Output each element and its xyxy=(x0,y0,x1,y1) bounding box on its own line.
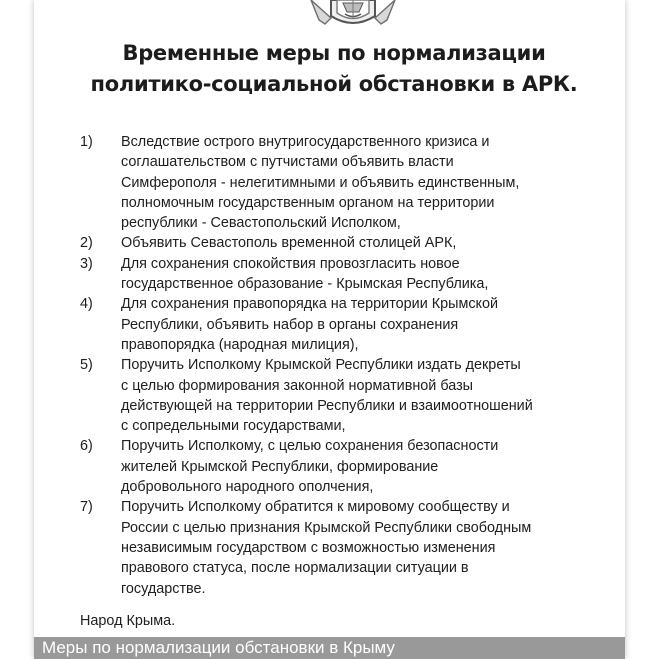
list-item-line: независимым государством с возможностью изменения xyxy=(121,539,496,556)
list-item-line: Поручить Исполкому обратится к мировому сообществу и xyxy=(121,499,510,516)
list-item-4 xyxy=(80,294,580,355)
list-item-line: Объявить Севастополь временной столицей АРК, xyxy=(121,235,457,252)
list-item-line: Республики, объявить набор в органы сохранения xyxy=(121,316,459,333)
list-item-1 xyxy=(80,132,580,233)
list-item-line: добровольного народного ополчения, xyxy=(121,479,374,496)
list-item-2 xyxy=(80,233,580,253)
list-item-line: государственное образование - Крымская Республика, xyxy=(121,276,489,293)
list-item-5 xyxy=(80,355,580,436)
list-item-line: Для сохранения правопорядка на территории Крымской xyxy=(121,296,499,313)
signature: Народ Крыма. xyxy=(80,613,176,629)
list-item-line: государстве. xyxy=(121,580,206,597)
list-item-number: 5) xyxy=(80,357,93,374)
list-item-7 xyxy=(80,497,580,598)
list-item-number: 1) xyxy=(80,134,93,150)
list-item-number: 7) xyxy=(80,499,93,516)
title-line-2: политико-социальной обстановки в АРК. xyxy=(90,72,578,96)
list-item-line: жителей Крымской Республики, формирование xyxy=(121,458,439,475)
list-item-line: соглашательством с путчистами объявить власти xyxy=(121,154,454,171)
list-item-3 xyxy=(80,254,580,295)
list-item-number: 4) xyxy=(80,296,93,313)
list-item-line: Для сохранения спокойствия провозгласить новое xyxy=(121,255,460,272)
list-item-line: Поручить Исполкому, с целью сохранения безопасности xyxy=(121,438,499,455)
list-item-line: России с целью признания Крымской Республики свободным xyxy=(121,519,532,536)
list-item-line: с сопредельными государствами, xyxy=(121,418,346,435)
list-item-line: республики - Севастопольский Исполком, xyxy=(121,215,401,232)
caption-text: Меры по нормализации обстановки в Крыму xyxy=(42,638,395,657)
document-title xyxy=(74,38,594,100)
document-page xyxy=(34,0,625,659)
measures-list xyxy=(80,132,580,599)
list-item-line: правопорядка (народная милиция), xyxy=(121,336,359,353)
list-item-line: действующей на территории Республики и взаимоотношений xyxy=(121,397,533,414)
list-item-line: Поручить Исполкому Крымской Республики издать декреты xyxy=(121,357,521,374)
list-item-line: правового статуса, после нормализации ситуации в xyxy=(121,560,469,577)
list-item-line: Вследствие острого внутригосударственного кризиса и xyxy=(121,134,490,150)
caption-bar xyxy=(34,637,625,659)
list-item-number: 6) xyxy=(80,438,93,455)
title-line-1: Временные меры по нормализации xyxy=(122,41,546,65)
list-item-number: 2) xyxy=(80,235,93,252)
coat-of-arms-icon xyxy=(305,0,401,26)
list-item-line: Симферополя - нелегитимными и объявить единственным, xyxy=(121,174,520,191)
list-item-6 xyxy=(80,436,580,497)
list-item-number: 3) xyxy=(80,255,93,272)
list-item-line: с целью формирования законной нормативной базы xyxy=(121,377,474,394)
list-item-line: полномочным государственным органом на территории xyxy=(121,194,495,211)
